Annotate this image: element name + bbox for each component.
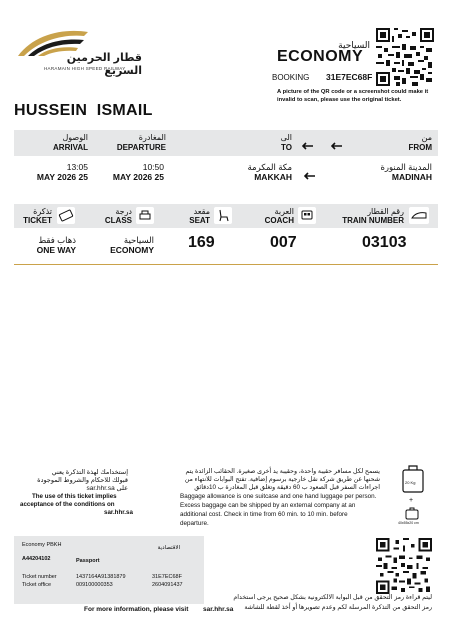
footer-ar-line-1: ليتم قراءة رمز التحقق من قبل البوابة الالكترونية بشكل صحيح يرجى استخدام [233,594,432,601]
ticket-value-ar: ذهاب فقط [38,235,76,245]
ticket-office-value: 009100000353 [76,582,113,588]
terms-en-line-1: The use of this ticket implies [32,493,117,500]
gold-separator [14,264,438,265]
coach-icon [298,207,316,224]
train-label-ar: رقم القطار [367,207,404,216]
coach-label-ar: العربة [274,207,294,216]
departure-time: 10:50 [142,162,164,172]
destination-ar: مكة المكرمة [247,162,292,172]
departure-date: 25 MAY 2026 [112,172,164,182]
class-label-ar: درجة [115,207,132,216]
arrival-time: 13:05 [66,162,88,172]
hand-luggage-label: 40x55x20 cm [398,521,419,525]
baggage-en-line-1: Baggage allowance is one suitcase and one hand luggage per person. [180,493,377,500]
terms-ar-line-2: قبولك للاحكام والشروط الموجودة [37,477,128,484]
seat-label-ar: مقعد [193,207,210,216]
plus-icon: + [409,497,414,504]
terms-en-line-2: acceptance of the conditions on [20,501,115,508]
class-icon [136,207,154,224]
footer-more-info: For more information, please visit [84,606,189,613]
origin-ar: المدينة المنورة [380,162,432,172]
destination-en: MAKKAH [254,172,292,182]
from-arrow-icon [331,137,343,145]
class-english: ECONOMY [277,48,364,65]
suitcase-icon [400,464,426,494]
departure-label-en: DEPARTURE [116,143,166,152]
logo-arabic-text: قطار الحرمين السريع [66,52,142,77]
receipt-class-ar: الاقتصادية [157,545,180,551]
qr-code-icon [376,538,432,594]
baggage-en-line-4: departure. [180,520,209,527]
receipt-passport-label: Passport [76,558,100,564]
qr-notice-line-2: invalid to scan, please use the original ticket. [277,97,402,103]
class-value-en: ECONOMY [110,245,154,255]
to-label-ar: الى [280,133,292,142]
coach-number: 007 [270,234,297,251]
receipt-code: A44204102 [22,556,51,562]
origin-en: MADINAH [391,172,432,182]
baggage-ar-line-1: يسمح لكل مسافر حقيبة واحدة، وحقيبة يد أخرى صغيرة. الحقائب الزائدة يتم [185,468,380,475]
terms-en-line-3: sar.hhr.sa [104,509,133,516]
to-arrow-icon [302,137,314,145]
ticket-number-label: Ticket number [22,574,57,580]
qr-notice-line-1: A picture of the QR code or a screenshot could make it [277,89,429,95]
qr-code-top [376,28,434,86]
baggage-en-line-3: additional cost. Check in time from 60 min. to 10 min. before [180,511,348,518]
route-arrow-icon [304,167,316,175]
train-number: 03103 [362,234,407,251]
train-label-en: TRAIN NUMBER [342,216,404,225]
terms-ar-line-3: على sar.hhr.sa [86,485,128,492]
ticket-office-extra: 2604091437 [152,582,183,588]
class-label-en: CLASS [104,216,132,225]
baggage-en-line-2: Excess baggage can be shipped by an external company at an [180,502,356,509]
to-label-en: TO [281,143,292,152]
ticket-icon [57,207,75,224]
arrival-date: 25 MAY 2026 [36,172,88,182]
baggage-ar-line-3: اجراءات السفر قبل الصعود ب 60 دقيقة وتغلق قبل المغادرة ب 10دقائق [194,484,380,491]
arrival-label-ar: الوصول [62,133,88,142]
qr-code-bottom [376,538,432,594]
class-value-ar: السياحية [123,235,154,245]
ticket-value-en: ONE WAY [36,245,76,255]
qr-code-icon [376,28,434,86]
booking-code: 31E7EC68F [326,72,373,82]
seat-label-en: SEAT [189,216,210,225]
seat-number: 169 [188,234,215,251]
arrival-label-en: ARRIVAL [53,143,88,152]
ticket-number-value: 1437164A91381879 [76,574,126,580]
ticket-office-label: Ticket office [22,582,52,588]
train-icon [409,207,429,224]
from-label-en: FROM [408,143,432,152]
departure-label-ar: المغادرة [138,133,166,142]
hand-luggage-icon [404,506,420,520]
ticket-label-en: TICKET [23,216,52,225]
logo-english-text: HARAMAIN HIGH SPEED RAILWAY [44,66,126,71]
baggage-ar-line-2: شحنها عن طريق شركة نقل خارجية برسوم إضافية. تفتح البوابات للانتهاء من [184,476,380,483]
class-arabic: السياحية [338,40,370,50]
footer-ar-line-2: رمز التحقق من التذكرة المرسلة لكم وعدم تصويرها أو أخذ لقطة للشاشة [244,604,432,611]
baggage-weight-label: 20 Kg [405,480,416,485]
booking-label: BOOKING [272,73,310,82]
footer-site-link[interactable]: sar.hhr.sa [203,606,234,613]
ticket-label-ar: تذكرة [33,207,52,216]
seat-icon [214,207,232,224]
ticket-number-extra: 31E7EC68F [152,574,182,580]
coach-label-en: COACH [264,216,294,225]
from-label-ar: من [421,133,432,142]
terms-ar-line-1: إستخدامك لهذة التذكرة يعني [51,469,128,476]
receipt-title: Economy PBKH [22,542,62,548]
passenger-name: HUSSEIN ISMAIL [14,102,153,119]
